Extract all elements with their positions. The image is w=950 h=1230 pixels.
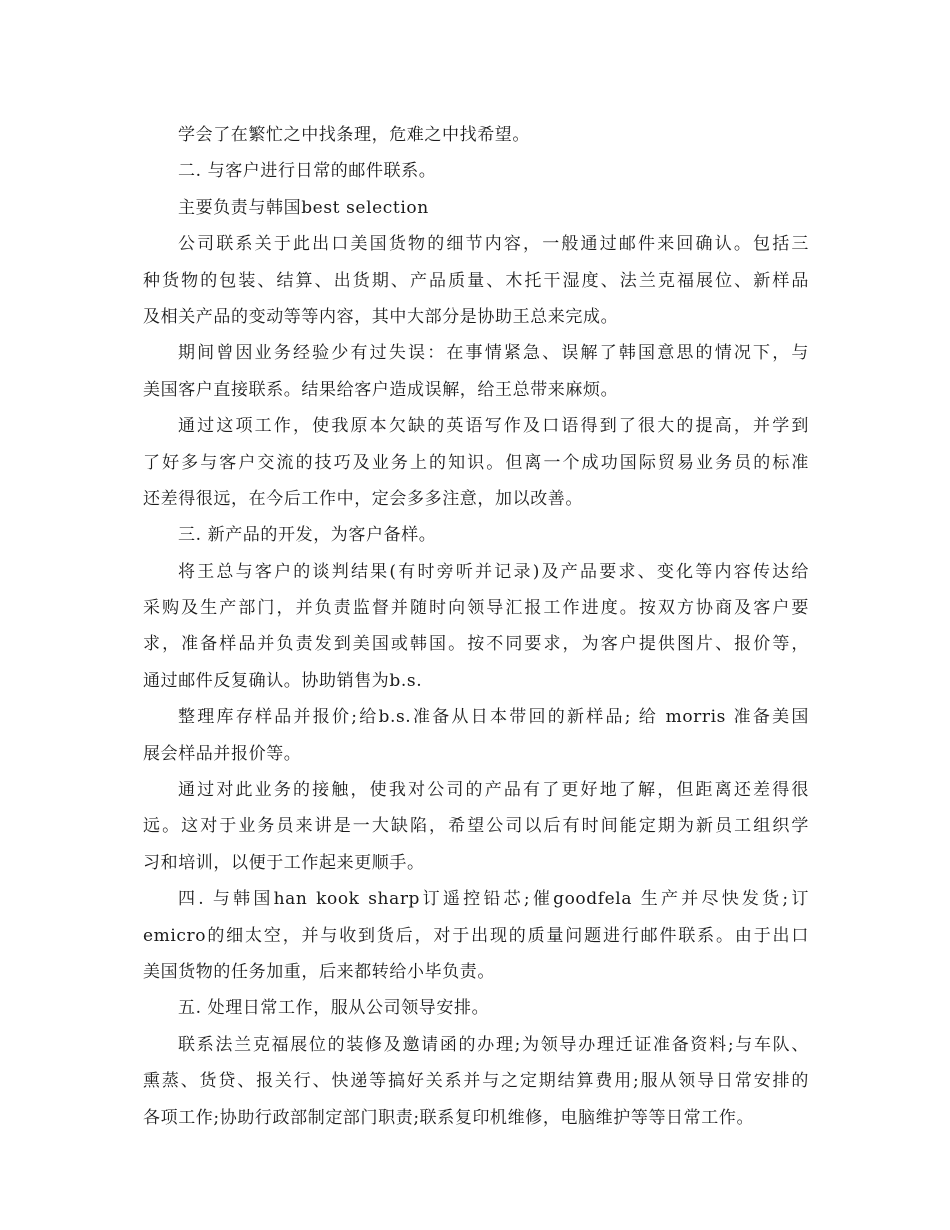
paragraph-line: 远。这对于业务员来讲是一大缺陷，希望公司以后有时间能定期为新员工组织学 — [143, 816, 809, 837]
paragraph-line: 展会样品并报价等。 — [143, 743, 302, 764]
section-heading: 二. 与客户进行日常的邮件联系。 — [178, 161, 437, 182]
paragraph-line: 还差得很远，在今后工作中，定会多多注意，加以改善。 — [143, 488, 583, 509]
section-heading: 四. 与韩国han kook sharp订遥控铅芯;催goodfela 生产并尽快发货;订 — [178, 889, 809, 910]
paragraph-line: 求，准备样品并负责发到美国或韩国。按不同要求，为客户提供图片、报价等， — [143, 634, 809, 655]
document-body — [143, 117, 809, 1136]
paragraph-line: 及相关产品的变动等等内容，其中大部分是协助王总来完成。 — [143, 306, 619, 327]
paragraph-line: 美国客户直接联系。结果给客户造成误解，给王总带来麻烦。 — [143, 379, 619, 400]
paragraph-line: 公司联系关于此出口美国货物的细节内容，一般通过邮件来回确认。包括三 — [178, 234, 809, 255]
paragraph-line: 习和培训，以便于工作起来更顺手。 — [143, 852, 425, 873]
paragraph-line: 熏蒸、货贷、报关行、快递等搞好关系并与之定期结算费用;服从领导日常安排的 — [143, 1071, 809, 1092]
paragraph-line: emicro的细太空，并与收到货后，对于出现的质量问题进行邮件联系。由于出口 — [143, 925, 809, 946]
paragraph-line: 通过对此业务的接触，使我对公司的产品有了更好地了解，但距离还差得很 — [178, 780, 809, 801]
paragraph-line: 了好多与客户交流的技巧及业务上的知识。但离一个成功国际贸易业务员的标准 — [143, 452, 809, 473]
paragraph-line: 期间曾因业务经验少有过失误：在事情紧急、误解了韩国意思的情况下，与 — [178, 343, 809, 364]
paragraph-line: 种货物的包装、结算、出货期、产品质量、木托干湿度、法兰克福展位、新样品 — [143, 270, 809, 291]
paragraph-line: 将王总与客户的谈判结果(有时旁听并记录)及产品要求、变化等内容传达给 — [178, 561, 809, 582]
paragraph-line: 各项工作;协助行政部制定部门职责;联系复印机维修，电脑维护等等日常工作。 — [143, 1107, 755, 1128]
paragraph-line: 通过这项工作，使我原本欠缺的英语写作及口语得到了很大的提高，并学到 — [178, 416, 809, 437]
paragraph-line: 主要负责与韩国best selection — [178, 197, 429, 218]
section-heading: 三. 新产品的开发，为客户备样。 — [178, 525, 437, 546]
paragraph-line: 联系法兰克福展位的装修及邀请函的办理;为领导办理迁证准备资料;与车队、 — [178, 1034, 809, 1055]
paragraph-line: 通过邮件反复确认。协助销售为b.s. — [143, 670, 423, 691]
paragraph-line: 学会了在繁忙之中找条理，危难之中找希望。 — [178, 125, 530, 145]
paragraph-line: 整理库存样品并报价;给b.s.准备从日本带回的新样品; 给 morris 准备美国 — [178, 707, 809, 728]
paragraph-line: 美国货物的任务加重，后来都转给小毕负责。 — [143, 961, 495, 982]
section-heading: 五. 处理日常工作，服从公司领导安排。 — [178, 998, 490, 1019]
paragraph-line: 采购及生产部门，并负责监督并随时向领导汇报工作进度。按双方协商及客户要 — [143, 598, 809, 619]
